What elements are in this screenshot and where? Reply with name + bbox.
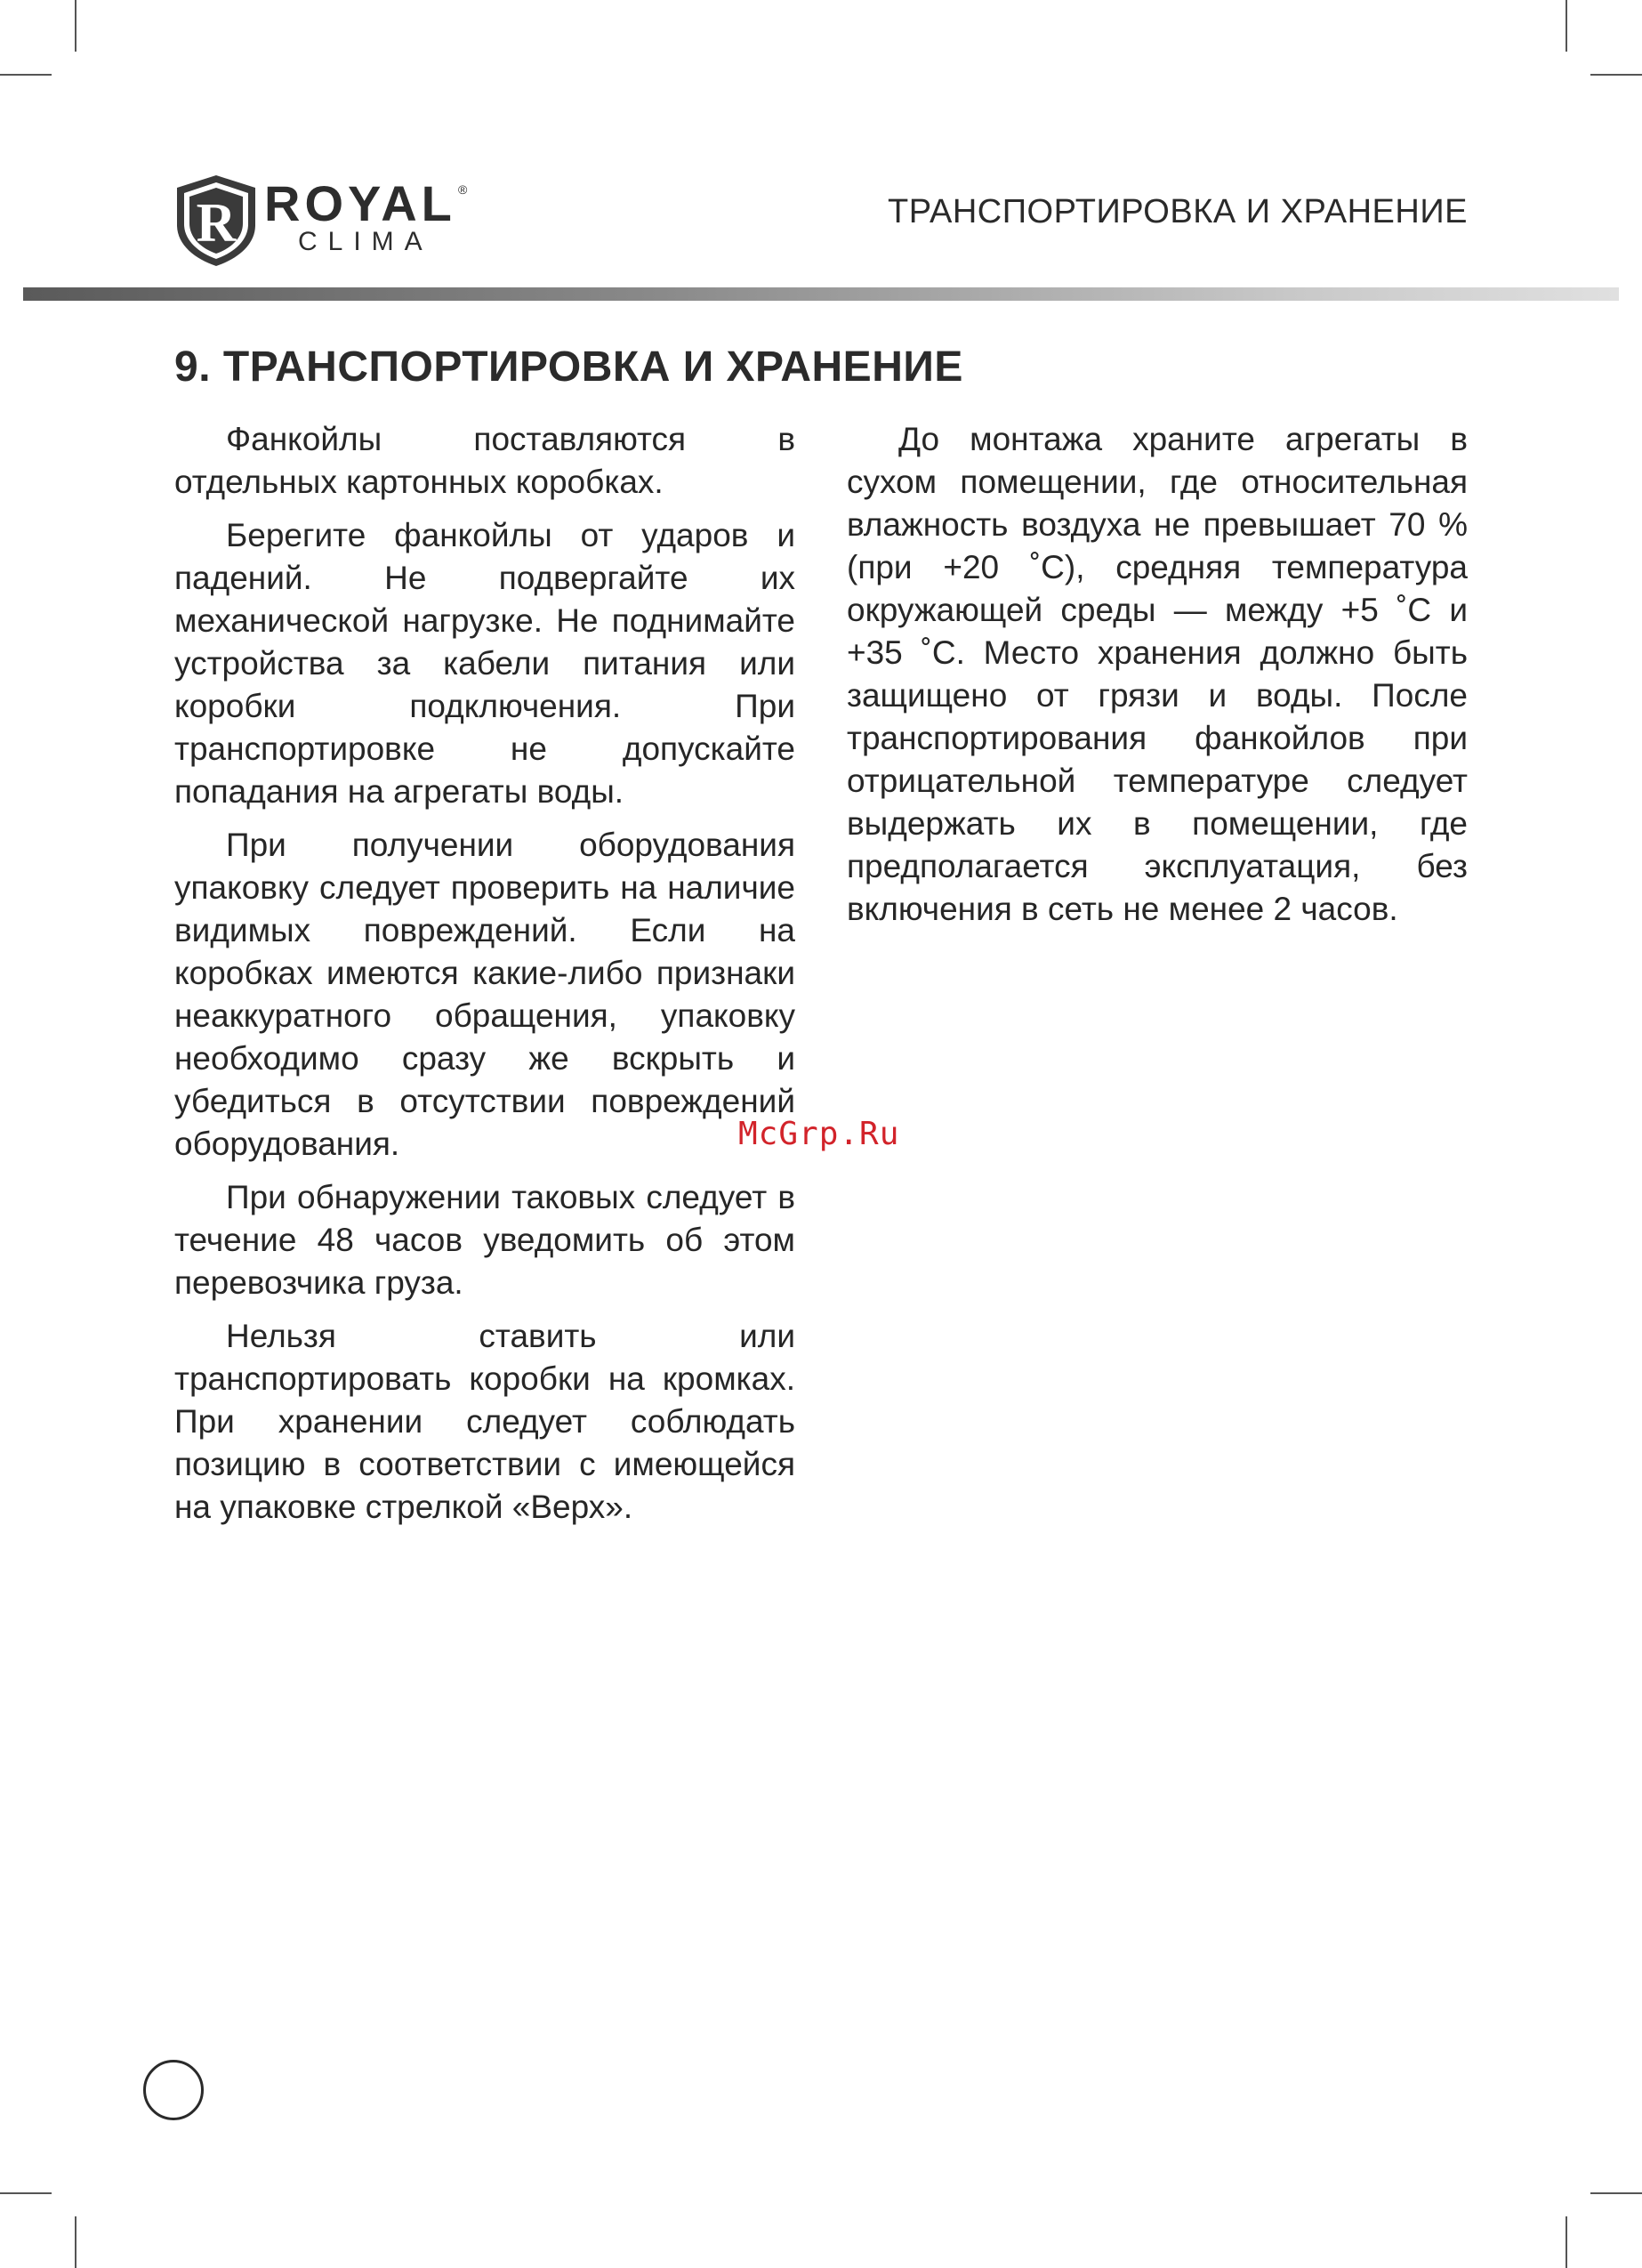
paragraph: Нельзя ставить или транспортировать коробки на кромках. При хранении следует соблюдать позицию в соответствии с имеющейся на упаковке стрелкой «Верх».	[174, 1318, 795, 1525]
paragraph: При получении оборудования упаковку следует проверить на наличие видимых повреждений. Если на коробках имеются какие-либо признаки неаккуратного обращения, упаковку необходимо сразу же вскрыть и убедиться в отсутствии повреждений оборудования.	[174, 827, 795, 1162]
brand-subname: CLIMA	[298, 227, 433, 256]
running-header-title: ТРАНСПОРТИРОВКА И ХРАНЕНИЕ	[888, 193, 1468, 230]
svg-text:R: R	[196, 193, 237, 254]
shield-r-logo-icon	[173, 174, 259, 268]
brand-name: ROYAL	[264, 175, 456, 231]
brand-logo	[173, 174, 494, 271]
header-divider	[23, 287, 1619, 301]
paragraph: Берегите фанкойлы от ударов и падений. Не подвергайте их механической нагрузке. Не поднимайте устройства за кабели питания или коробки подключения. При транспортировке не допускайте попадания на агрегаты воды.	[174, 517, 795, 810]
crop-mark-top-right-horizontal	[1590, 74, 1642, 76]
right-column	[847, 418, 1468, 941]
paragraph: До монтажа храните агрегаты в сухом помещении, где относительная влажность воздуха не превышает 70 % (при +20 ˚С), средняя температура окружающей среды — между +5 ˚С и +35 ˚С. Место хранения должно быть защищено от грязи и воды. После транспортирования фанкойлов при отрицательной температуре следует выдержать их в помещении, где предполагается эксплуатация, без включения в сеть не менее 2 часов.	[847, 421, 1468, 927]
watermark-text: McGrp.Ru	[738, 1116, 900, 1152]
registered-mark: ®	[458, 182, 468, 197]
crop-mark-top-right-vertical	[1566, 0, 1567, 52]
crop-mark-top-left-horizontal	[0, 74, 52, 76]
paragraph: При обнаружении таковых следует в течение 48 часов уведомить об этом перевозчика груза.	[174, 1179, 795, 1301]
page-number-circle	[143, 2060, 204, 2120]
crop-mark-bottom-left-horizontal	[0, 2192, 52, 2194]
crop-mark-bottom-right-horizontal	[1590, 2192, 1642, 2194]
left-column	[174, 418, 795, 1539]
crop-mark-top-left-vertical	[75, 0, 76, 52]
crop-mark-bottom-left-vertical	[75, 2216, 76, 2268]
section-title: 9. ТРАНСПОРТИРОВКА И ХРАНЕНИЕ	[174, 343, 963, 391]
paragraph: Фанкойлы поставляются в отдельных картонных коробках.	[174, 421, 795, 500]
crop-mark-bottom-right-vertical	[1566, 2216, 1567, 2268]
